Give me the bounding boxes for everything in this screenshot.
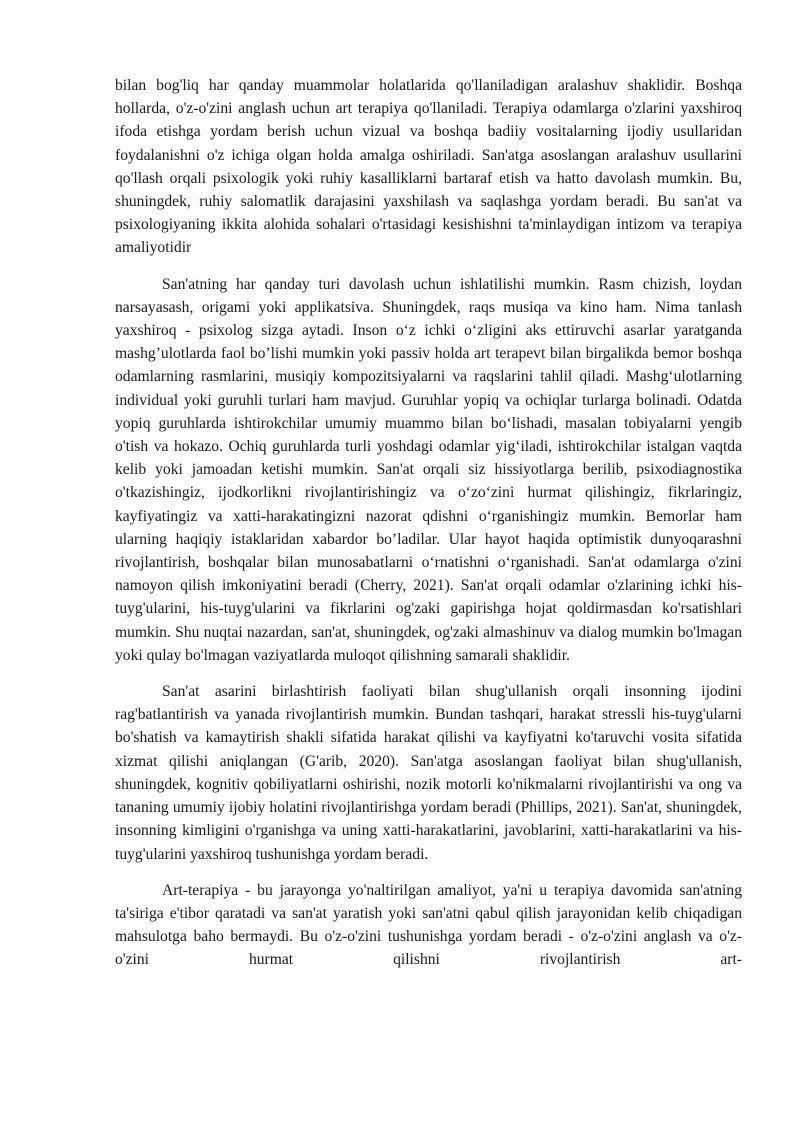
paragraph-continuation: bilan bog'liq har qanday muammolar holatlarida qo'llaniladigan aralashuv shaklidir. Boshqa hollarda, o'z-o'zini anglash uchun art terapiya qo'llaniladi. Terapiya odamlarga o'zlarini yaxshiroq ifoda etishga yordam berish uchun vizual va boshqa badiiy vositalarning ijodiy usullaridan foydalanishni o'z ichiga olgan holda amalga oshiriladi. San'atga asoslangan aralashuv usullarini qo'llash orqali psixologik yoki ruhiy kasalliklarni bartaraf etish va hatto davolash mumkin. Bu, shuningdek, ruhiy salomatlik darajasini yaxshilash va saqlashga yordam beradi. Bu san'at va psixologiyaning ikkita alohida sohalari o'rtasidagi kesishishni ta'minlaydigan intizom va terapiya amaliyotidir [115, 77, 742, 257]
document-page [115, 74, 742, 985]
paragraph-art-activity: San'at asarini birlashtirish faoliyati bilan shug'ullanish orqali insonning ijodini rag'batlantirish va yanada rivojlantirish mumkin. Bundan tashqari, harakat stressli his-tuyg'ularni bo'shatish va kamaytirish shakli sifatida harakat qilishi va kayfiyatni ko'taruvchi vosita sifatida xizmat qilishi aniqlangan (G'arib, 2020). San'atga asoslangan faoliyat bilan shug'ullanish, shuningdek, kognitiv qobiliyatlarni oshirishi, nozik motorli ko'nikmalarni rivojlantirishi va ong va tananing umumiy ijobiy holatini rivojlantirishga yordam beradi (Phillips, 2021). San'at, shuningdek, insonning kimligini o'rganishga va uning xatti-harakatlarini, javoblarini, xatti-harakatlarini va his-tuyg'ularini yaxshiroq tushunishga yordam beradi. [115, 683, 742, 863]
paragraph-art-therapy: Art-terapiya - bu jarayonga yo'naltirilgan amaliyot, ya'ni u terapiya davomida san'atning ta'siriga e'tibor qaratadi va san'at yaratish yoki san'atni qabul qilish jarayonidan kelib chiqadigan mahsulotga baho bermaydi. Bu o'z-o'zini tushunishga yordam beradi - o'z-o'zini anglash va o'z-o'zini hurmat qilishni rivojlantirish art- [115, 881, 742, 969]
paragraph-art-types: San'atning har qanday turi davolash uchun ishlatilishi mumkin. Rasm chizish, loydan narsayasash, origami yoki applikatsiva. Shuningdek, raqs musiqa va kino ham. Nima tanlash yaxshiroq - psixolog sizga aytadi. Inson o‘z ichki o‘zligini aks ettiruvchi asarlar yaratganda mashg’ulotlarda faol bo’lishi mumkin yoki passiv holda art terapevt bilan birgalikda bemor boshqa odamlarning rasmlarini, musiqiy kompozitsiyalarni va raqslarini tahlil qiladi. Mashg‘ulotlarning individual yoki guruhli turlari ham mavjud. Guruhlar yopiq va ochiqlar turlarga bolinadi. Odatda yopiq guruhlarda ishtirokchilar umumiy muammo bilan bo‘lishadi, masalan tobiyalarni yengib o'tish va hokazo. Ochiq guruhlarda turli yoshdagi odamlar yig‘iladi, ishtirokchilar istalgan vaqtda kelib yoki jamoadan ketishi mumkin. San'at orqali siz hissiyotlarga berilib, psixodiagnostika o'tkazishingiz, ijodkorlikni rivojlantirishingiz va o‘zo‘zini hurmat qilishingiz, fikrlaringiz, kayfiyatingiz va xatti-harakatingizni nazorat qdishni o‘rganishingiz mumkin. Bemorlar ham ularning haqiqiy istaklaridan xabardor bo’ladilar. Ular hayot haqida optimistik dunyoqarashni rivojlantirish, boshqalar bilan munosabatlarni o‘rnatishni o‘rganishadi. San'at odamlarga o'zini namoyon qilish imkoniyatini beradi (Cherry, 2021). San'at orqali odamlar o'zlarining ichki his-tuyg'ularini, his-tuyg'ularini va fikrlarini og'zaki gapirishga hojat qoldirmasdan ko'rsatishlari mumkin. Shu nuqtai nazardan, san'at, shuningdek, og'zaki almashinuv va dialog mumkin bo'lmagan yoki qulay bo'lmagan vaziyatlarda muloqot qilishning samarali shaklidir. [115, 275, 742, 664]
